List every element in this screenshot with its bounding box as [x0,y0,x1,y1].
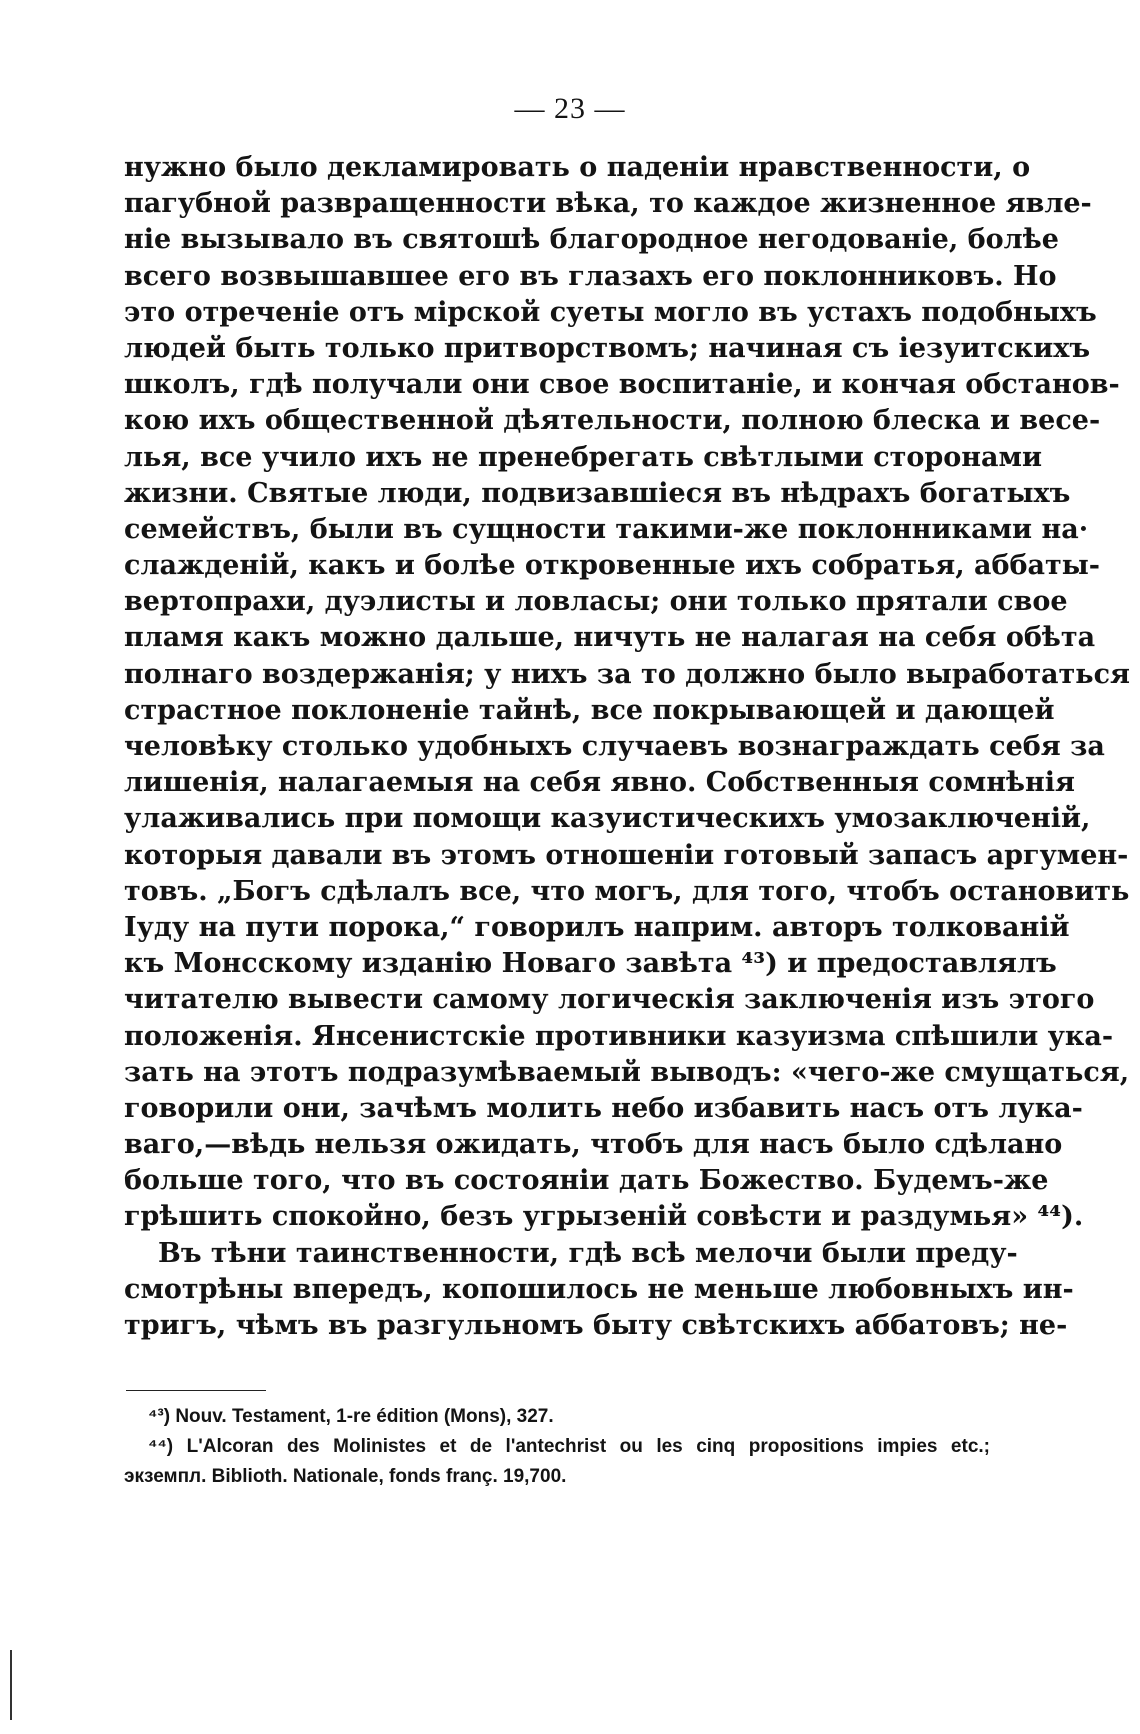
text-line: товъ. „Богъ сдѣлалъ все, что могъ, для того, чтобъ остановить [124,875,1130,907]
main-text [124,150,1130,1344]
text-line: семействъ, были въ сущности такими-же поклонниками на· [124,513,1089,545]
text-line: полнаго воздержанія; у нихъ за то должно было выработаться [124,658,1130,690]
text-line: которыя давали въ этомъ отношеніи готовый запасъ аргумен- [124,839,1129,871]
text-line: читателю вывести самому логическія заключенія изъ этого [124,984,1095,1016]
text-line-paragraph-start: Въ тѣни таинственности, гдѣ всѣ мелочи были преду- [158,1237,1018,1269]
text-line: тригъ, чѣмъ въ разгульномъ быту свѣтскихъ аббатовъ; не- [124,1310,1068,1341]
text-line: ваго,—вѣдь нельзя ожидать, чтобъ для насъ было сдѣлано [124,1129,1063,1161]
text-line: ніе вызывало въ святошѣ благородное негодованіе, болѣе [124,224,1059,256]
text-line: человѣку столько удобныхъ случаевъ вознаграждать себя за [124,731,1105,762]
text-line: пламя какъ можно дальше, ничуть не налагая на себя обѣта [124,622,1096,654]
text-line: зать на этотъ подразумѣваемый выводъ: «чего-же смущаться, [124,1056,1130,1088]
text-line: школъ, гдѣ получали они свое воспитаніе, и кончая обстанов- [124,369,1120,401]
text-line: кою ихъ общественной дѣятельности, полною блеска и весе- [124,405,1101,437]
text-line: лья, все учило ихъ не пренебрегать свѣтлыми сторонами [124,441,1042,473]
text-line: всего возвышавшее его въ глазахъ его поклонниковъ. Но [124,260,1057,292]
text-line: Іуду на пути порока,“ говорилъ наприм. авторъ толкованій [124,911,1070,943]
text-line: людей быть только притворствомъ; начиная съ іезуитскихъ [124,332,1091,364]
footnote-43: ⁴³) Nouv. Testament, 1-re édition (Mons), 327. [148,1406,554,1427]
text-line: смотрѣны впередъ, копошилось не меньше любовныхъ ин- [124,1273,1074,1305]
footnote-44-continuation: экземпл. Biblioth. Nationale, fonds franç. 19,700. [124,1466,567,1487]
page-number: — 23 — [514,92,626,125]
text-line: нужно было декламировать о паденіи нравственности, о [124,152,1031,183]
text-line: пагубной развращенности вѣка, то каждое жизненное явле- [124,188,1092,220]
footnote-44: ⁴⁴) L'Alcoran des Molinistes et de l'antechrist ou les cinq propositions impies etc.; [148,1436,990,1457]
margin-mark [10,1650,24,1720]
text-line: положенія. Янсенистскіе противники казуизма спѣшили ука- [124,1020,1114,1052]
text-line: больше того, что въ состояніи дать Божество. Будемъ-же [124,1165,1049,1197]
text-line: слажденій, какъ и болѣе откровенные ихъ собратья, аббаты- [124,550,1101,582]
text-line: страстное поклоненіе тайнѣ, все покрывающей и дающей [124,694,1055,726]
text-line: это отреченіе отъ мірской суеты могло въ устахъ подобныхъ [124,296,1097,328]
text-line: къ Монсскому изданію Новаго завѣта ⁴³) и предоставлялъ [124,948,1057,980]
text-line: вертопрахи, дуэлисты и ловласы; они только прятали свое [124,586,1068,618]
footnotes [124,1402,990,1492]
text-line: улаживались при помощи казуистическихъ умозаключеній, [124,803,1091,835]
footnote-divider [126,1390,266,1391]
text-line: жизни. Святые люди, подвизавшіеся въ нѣдрахъ богатыхъ [124,477,1071,509]
text-line: говорили они, зачѣмъ молить небо избавить насъ отъ лука- [124,1092,1083,1124]
text-line: грѣшить спокойно, безъ угрызеній совѣсти и раздумья» ⁴⁴). [124,1201,1084,1233]
text-line: лишенія, налагаемыя на себя явно. Собственныя сомнѣнія [124,767,1075,799]
